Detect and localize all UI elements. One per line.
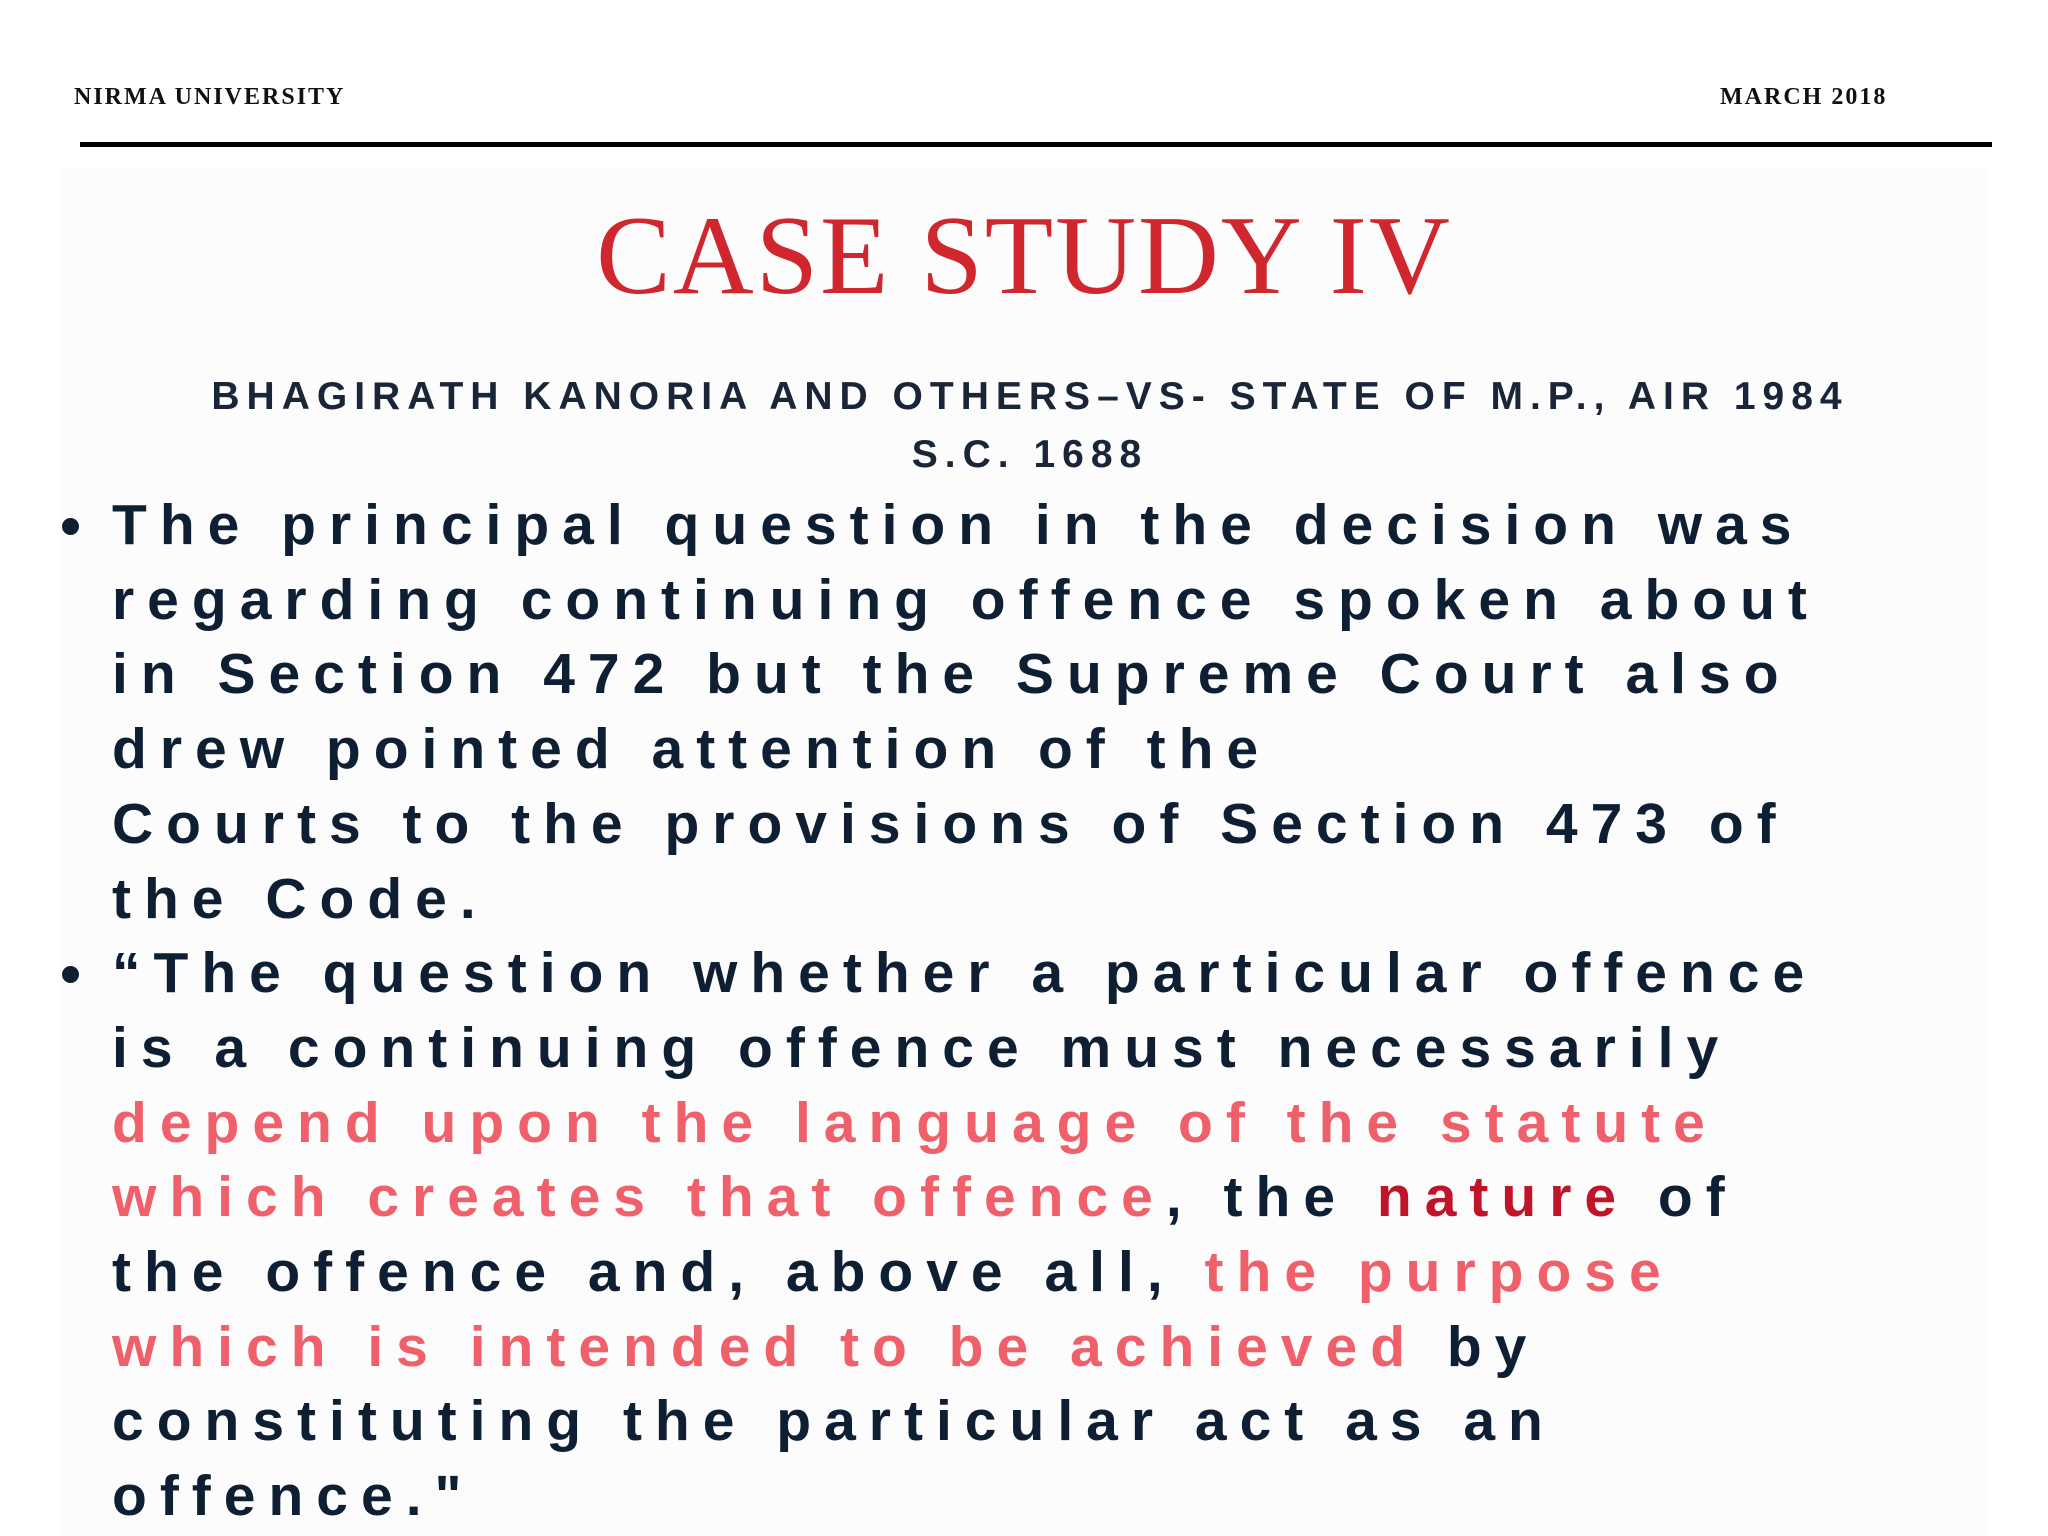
bullet-2-line-4 <box>112 1160 2012 1235</box>
highlight-intended: which is intended to be achieved <box>112 1314 1419 1379</box>
bullet-1-line-4: drew pointed attention of the <box>112 717 1272 782</box>
header-divider <box>80 142 1992 147</box>
bullet-2-line-3-highlight: depend upon the language of the statute <box>112 1090 1718 1155</box>
bullet-2-line-1: “The question whether a particular offence <box>112 941 1818 1006</box>
bullet-2-line-6 <box>112 1310 2012 1385</box>
bullet-dot-icon <box>62 518 79 535</box>
bullet-list <box>112 488 2012 1534</box>
bullet-1-line-6: the Code. <box>112 866 489 931</box>
case-citation <box>130 368 1930 484</box>
highlight-statute-phrase: which creates that offence <box>112 1165 1166 1230</box>
bullet-2-line-4-text-a: , the <box>1165 1165 1377 1230</box>
case-citation-line-2: S.C. 1688 <box>911 433 1149 476</box>
bullet-2-line-5-text: the offence and, above all, <box>112 1240 1205 1305</box>
bullet-2-line-7: constituting the particular act as an <box>112 1389 1556 1454</box>
bullet-1-line-1: The principal question in the decision was <box>112 493 1805 557</box>
bullet-1-line-3: in Section 472 but the Supreme Court also <box>112 642 1792 707</box>
header-date: MARCH 2018 <box>1720 84 1888 110</box>
bullet-1-line-5: Courts to the provisions of Section 473 of <box>112 791 1789 856</box>
bullet-2-line-6-text: by <box>1418 1314 1540 1379</box>
bullet-item-principal-question <box>112 488 2012 936</box>
page-title: CASE STUDY IV <box>596 194 1452 318</box>
highlight-nature: nature <box>1376 1165 1630 1230</box>
bullet-item-quotation <box>112 936 2012 1534</box>
bullet-2-line-4-text-b: of <box>1629 1165 1738 1230</box>
header-institution: NIRMA UNIVERSITY <box>74 84 346 110</box>
bullet-2-line-5 <box>112 1235 2012 1310</box>
highlight-purpose: the purpose <box>1204 1240 1674 1305</box>
bullet-2-line-2: is a continuing offence must necessarily <box>112 1015 1732 1080</box>
bullet-2-line-8: offence." <box>112 1464 475 1529</box>
case-citation-line-1: BHAGIRATH KANORIA AND OTHERS–VS- STATE OF M.P., AIR 1984 <box>211 375 1849 418</box>
bullet-1-line-2: regarding continuing offence spoken about <box>112 567 1820 632</box>
